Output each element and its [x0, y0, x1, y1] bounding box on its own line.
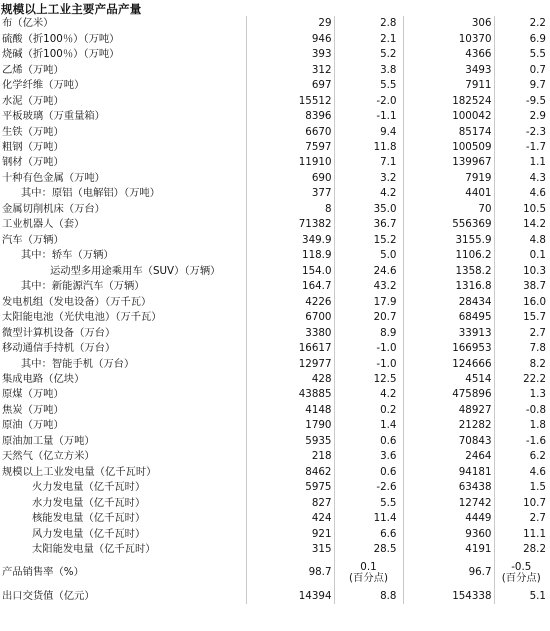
table-row: [0, 403, 548, 418]
cell-month-change: 2.1: [334, 31, 403, 46]
cell-month-value: 71382: [246, 217, 334, 232]
table-row: [0, 511, 548, 526]
cell-month-value: 349.9: [246, 233, 334, 248]
cell-cumulative-change: 2.2: [494, 16, 548, 31]
row-label: 天然气（亿立方米）: [2, 450, 95, 463]
table-row: [0, 465, 548, 480]
cell-month-value: 8: [246, 202, 334, 217]
cell-month-change: -2.0: [334, 93, 403, 108]
cell-month-value: 8462: [246, 465, 334, 480]
row-label: 规模以上工业发电量（亿千瓦时）: [2, 465, 157, 478]
cell-cumulative-value: 7919: [403, 171, 494, 186]
table-row: [0, 264, 548, 279]
row-label: 原煤（万吨）: [2, 388, 64, 401]
cell-cumulative-change: 1.1: [494, 155, 548, 170]
cell-cumulative-value: 1316.8: [403, 279, 494, 294]
cell-month-value: 921: [246, 526, 334, 541]
table-row: [0, 248, 548, 263]
cell-month-value: 218: [246, 449, 334, 464]
cell-month-change: -1.0: [334, 341, 403, 356]
cell-month-change: -1.0: [334, 356, 403, 371]
cell-cumulative-value: 28434: [403, 294, 494, 309]
table-row: [0, 418, 548, 433]
row-label: 其中：原铝（电解铝）（万吨）: [21, 187, 161, 200]
cell-cumulative-change: -9.5: [494, 93, 548, 108]
cell-cumulative-value: 124666: [403, 356, 494, 371]
cell-month-change: 4.2: [334, 186, 403, 201]
table-row: [0, 217, 548, 232]
row-label: 粗钢（万吨）: [2, 140, 64, 153]
cell-cumulative-change: 9.7: [494, 78, 548, 93]
table-row-export-value: [0, 588, 548, 603]
cell-cumulative-value: 139967: [403, 155, 494, 170]
table-row: [0, 372, 548, 387]
cell-cumulative-value: 166953: [403, 341, 494, 356]
row-label: 太阳能电池（光伏电池）（万千瓦）: [2, 311, 162, 324]
cell-cumulative-change: 22.2: [494, 372, 548, 387]
cell-month-change: 35.0: [334, 202, 403, 217]
cell-month-value: 6670: [246, 124, 334, 139]
cell-month-value: 377: [246, 186, 334, 201]
cell-cumulative-change: 15.7: [494, 310, 548, 325]
cell-cumulative-change: -0.8: [494, 403, 548, 418]
cell-cumulative-change: 0.7: [494, 62, 548, 77]
cell-month-change: 3.8: [334, 62, 403, 77]
cell-cumulative-value: 100509: [403, 140, 494, 155]
row-label: 其中：智能手机（万台）: [21, 357, 135, 370]
cell-month-value: 690: [246, 171, 334, 186]
cell-month-change: 8.9: [334, 325, 403, 340]
row-label: 其中：新能源汽车（万辆）: [21, 280, 145, 293]
table-row: [0, 78, 548, 93]
row-label: 出口交货值（亿元）: [2, 589, 95, 602]
cell-cumulative-value: 475896: [403, 387, 494, 402]
row-label: 发电机组（发电设备）（万千瓦）: [2, 295, 152, 308]
cell-month-value: 315: [246, 542, 334, 557]
table-row: [0, 16, 548, 31]
cell-cumulative-change: [494, 557, 548, 588]
cell-cumulative-change: 10.3: [494, 264, 548, 279]
cell-cumulative-change: 6.9: [494, 31, 548, 46]
cell-cumulative-change: 14.2: [494, 217, 548, 232]
cell-month-change: 8.8: [334, 588, 403, 603]
table-row: [0, 171, 548, 186]
cell-cumulative-change: 2.7: [494, 325, 548, 340]
cell-cumulative-value: 3493: [403, 62, 494, 77]
cell-cumulative-value: 9360: [403, 526, 494, 541]
cell-cumulative-value: 21282: [403, 418, 494, 433]
cell-month-value: 697: [246, 78, 334, 93]
cell-cumulative-change: 1.8: [494, 418, 548, 433]
cell-month-change: 6.6: [334, 526, 403, 541]
table-row: [0, 449, 548, 464]
cell-month-value: 12977: [246, 356, 334, 371]
table-row: [0, 109, 548, 124]
table-row: [0, 93, 548, 108]
table-row: [0, 434, 548, 449]
cell-cumulative-change: 0.1: [494, 248, 548, 263]
cell-month-value: 43885: [246, 387, 334, 402]
cell-cumulative-change: 2.7: [494, 511, 548, 526]
row-label: 化学纤维（万吨）: [2, 79, 85, 92]
cell-cumulative-change: -2.3: [494, 124, 548, 139]
row-label: 原油加工量（万吨）: [2, 434, 95, 447]
cell-cumulative-value: 4514: [403, 372, 494, 387]
cell-month-change: 17.9: [334, 294, 403, 309]
cell-month-value: 424: [246, 511, 334, 526]
cell-cumulative-value: 48927: [403, 403, 494, 418]
month-change-value: 0.1: [360, 560, 377, 573]
cell-month-value: 5935: [246, 434, 334, 449]
cell-cumulative-value: 96.7: [403, 557, 494, 588]
cell-month-change: 5.2: [334, 47, 403, 62]
cell-cumulative-value: 68495: [403, 310, 494, 325]
row-label: 核能发电量（亿千瓦时）: [32, 512, 146, 525]
cell-month-change: 2.8: [334, 16, 403, 31]
cell-month-change: 11.8: [334, 140, 403, 155]
cell-month-change: [334, 557, 403, 588]
cell-cumulative-change: 4.8: [494, 233, 548, 248]
cell-month-change: 5.5: [334, 78, 403, 93]
cell-cumulative-value: 10370: [403, 31, 494, 46]
cell-cumulative-value: 4191: [403, 542, 494, 557]
cell-cumulative-value: 94181: [403, 465, 494, 480]
cell-month-change: 0.6: [334, 434, 403, 449]
cell-month-change: 12.5: [334, 372, 403, 387]
cell-cumulative-value: 63438: [403, 480, 494, 495]
table-row: [0, 325, 548, 340]
cell-month-value: 4226: [246, 294, 334, 309]
cell-cumulative-value: 306: [403, 16, 494, 31]
cell-cumulative-change: -1.6: [494, 434, 548, 449]
table-row: [0, 496, 548, 511]
cell-cumulative-change: 5.1: [494, 588, 548, 603]
cell-month-change: 3.6: [334, 449, 403, 464]
row-label: 焦炭（万吨）: [2, 403, 64, 416]
cell-month-value: 428: [246, 372, 334, 387]
row-label: 火力发电量（亿千瓦时）: [32, 481, 146, 494]
row-label: 平板玻璃（万重量箱）: [2, 110, 105, 123]
percentage-point-unit: (百分点): [501, 571, 541, 584]
row-label: 生铁（万吨）: [2, 125, 64, 138]
cell-cumulative-change: 4.6: [494, 465, 548, 480]
cell-cumulative-value: 85174: [403, 124, 494, 139]
cell-month-value: 11910: [246, 155, 334, 170]
cell-month-value: 5975: [246, 480, 334, 495]
cell-month-value: 29: [246, 16, 334, 31]
cell-month-value: 393: [246, 47, 334, 62]
cell-month-value: 16617: [246, 341, 334, 356]
cell-month-change: 15.2: [334, 233, 403, 248]
cell-month-value: 1790: [246, 418, 334, 433]
cell-month-value: 15512: [246, 93, 334, 108]
cell-month-value: 14394: [246, 588, 334, 603]
cell-cumulative-value: 33913: [403, 325, 494, 340]
row-label: 移动通信手持机（万台）: [2, 342, 116, 355]
cell-month-change: 9.4: [334, 124, 403, 139]
table-row: [0, 526, 548, 541]
table-row: [0, 356, 548, 371]
table-row: [0, 47, 548, 62]
cell-month-change: 36.7: [334, 217, 403, 232]
cell-month-change: -2.6: [334, 480, 403, 495]
table-row: [0, 387, 548, 402]
row-label: 烧碱（折100％）（万吨）: [2, 48, 120, 61]
cell-month-value: 118.9: [246, 248, 334, 263]
cell-cumulative-value: 4366: [403, 47, 494, 62]
cell-cumulative-change: 4.6: [494, 186, 548, 201]
row-label: 风力发电量（亿千瓦时）: [32, 527, 146, 540]
table-row: [0, 341, 548, 356]
cell-month-value: 3380: [246, 325, 334, 340]
cell-cumulative-value: 100042: [403, 109, 494, 124]
row-label: 汽车（万辆）: [2, 233, 64, 246]
row-label: 乙烯（万吨）: [2, 63, 64, 76]
cell-month-change: 43.2: [334, 279, 403, 294]
table-body: [0, 16, 548, 604]
row-label: 产品销售率（%）: [2, 566, 84, 579]
cell-month-value: 164.7: [246, 279, 334, 294]
cell-cumulative-value: 154338: [403, 588, 494, 603]
row-label: 水泥（万吨）: [2, 94, 64, 107]
cell-month-change: 1.4: [334, 418, 403, 433]
cell-month-change: 20.7: [334, 310, 403, 325]
cell-month-change: 0.6: [334, 465, 403, 480]
cell-month-value: 98.7: [246, 557, 334, 588]
cell-cumulative-change: 4.3: [494, 171, 548, 186]
cell-month-change: 0.2: [334, 403, 403, 418]
cell-month-value: 827: [246, 496, 334, 511]
cell-cumulative-change: -1.7: [494, 140, 548, 155]
cell-cumulative-change: 1.5: [494, 480, 548, 495]
row-label: 微型计算机设备（万台）: [2, 326, 116, 339]
table-row: [0, 542, 548, 557]
cell-cumulative-value: 4449: [403, 511, 494, 526]
cell-cumulative-value: 12742: [403, 496, 494, 511]
table-title: 规模以上工业主要产品产量: [1, 2, 142, 16]
row-label: 其中：轿车（万辆）: [21, 249, 114, 262]
row-label: 原油（万吨）: [2, 419, 64, 432]
cell-cumulative-value: 182524: [403, 93, 494, 108]
cell-month-change: 5.5: [334, 496, 403, 511]
cell-month-value: 6700: [246, 310, 334, 325]
cell-cumulative-value: 1106.2: [403, 248, 494, 263]
cell-cumulative-value: 70843: [403, 434, 494, 449]
row-label: 布（亿米）: [2, 17, 54, 30]
row-label: 运动型多用途乘用车（SUV）（万辆）: [50, 264, 221, 277]
table-row: [0, 279, 548, 294]
product-output-table: [0, 16, 548, 604]
table-row: [0, 186, 548, 201]
table-row: [0, 62, 548, 77]
cell-month-change: 5.0: [334, 248, 403, 263]
table-row: [0, 31, 548, 46]
cumulative-change-value: -0.5: [511, 560, 532, 573]
cell-cumulative-change: 11.1: [494, 526, 548, 541]
cell-month-value: 7597: [246, 140, 334, 155]
table-row: [0, 124, 548, 139]
cell-cumulative-change: 2.9: [494, 109, 548, 124]
cell-cumulative-change: 1.3: [494, 387, 548, 402]
cell-cumulative-value: 7911: [403, 78, 494, 93]
cell-cumulative-change: 10.7: [494, 496, 548, 511]
cell-cumulative-value: 3155.9: [403, 233, 494, 248]
row-label: 水力发电量（亿千瓦时）: [32, 496, 146, 509]
cell-cumulative-change: 10.5: [494, 202, 548, 217]
row-label: 十种有色金属（万吨）: [2, 171, 105, 184]
cell-month-change: 24.6: [334, 264, 403, 279]
cell-month-change: 11.4: [334, 511, 403, 526]
cell-cumulative-change: 6.2: [494, 449, 548, 464]
cell-month-change: 7.1: [334, 155, 403, 170]
cell-cumulative-change: 7.8: [494, 341, 548, 356]
cell-cumulative-value: 1358.2: [403, 264, 494, 279]
cell-month-value: 8396: [246, 109, 334, 124]
table-row: [0, 202, 548, 217]
row-label: 集成电路（亿块）: [2, 373, 85, 386]
cell-cumulative-change: 5.5: [494, 47, 548, 62]
table-row: [0, 310, 548, 325]
cell-month-value: 154.0: [246, 264, 334, 279]
percentage-point-unit: (百分点): [349, 571, 388, 584]
cell-cumulative-change: 38.7: [494, 279, 548, 294]
row-label: 工业机器人（套）: [2, 218, 85, 231]
table-row-sales-rate: [0, 557, 548, 588]
row-label: 太阳能发电量（亿千瓦时）: [32, 543, 156, 556]
cell-cumulative-value: 70: [403, 202, 494, 217]
table-row: [0, 480, 548, 495]
table-row: [0, 140, 548, 155]
cell-month-value: 312: [246, 62, 334, 77]
cell-month-value: 4148: [246, 403, 334, 418]
cell-month-change: 28.5: [334, 542, 403, 557]
cell-cumulative-value: 2464: [403, 449, 494, 464]
cell-month-change: 4.2: [334, 387, 403, 402]
cell-month-change: 3.2: [334, 171, 403, 186]
table-row: [0, 294, 548, 309]
table-row: [0, 155, 548, 170]
table-row: [0, 233, 548, 248]
cell-month-value: 946: [246, 31, 334, 46]
row-label: 金属切削机床（万台）: [2, 202, 105, 215]
cell-cumulative-value: 556369: [403, 217, 494, 232]
cell-cumulative-change: 28.2: [494, 542, 548, 557]
cell-cumulative-value: 4401: [403, 186, 494, 201]
row-label: 钢材（万吨）: [2, 156, 64, 169]
cell-month-change: -1.1: [334, 109, 403, 124]
cell-cumulative-change: 8.2: [494, 356, 548, 371]
cell-cumulative-change: 16.0: [494, 294, 548, 309]
row-label: 硫酸（折100％）（万吨）: [2, 32, 120, 45]
